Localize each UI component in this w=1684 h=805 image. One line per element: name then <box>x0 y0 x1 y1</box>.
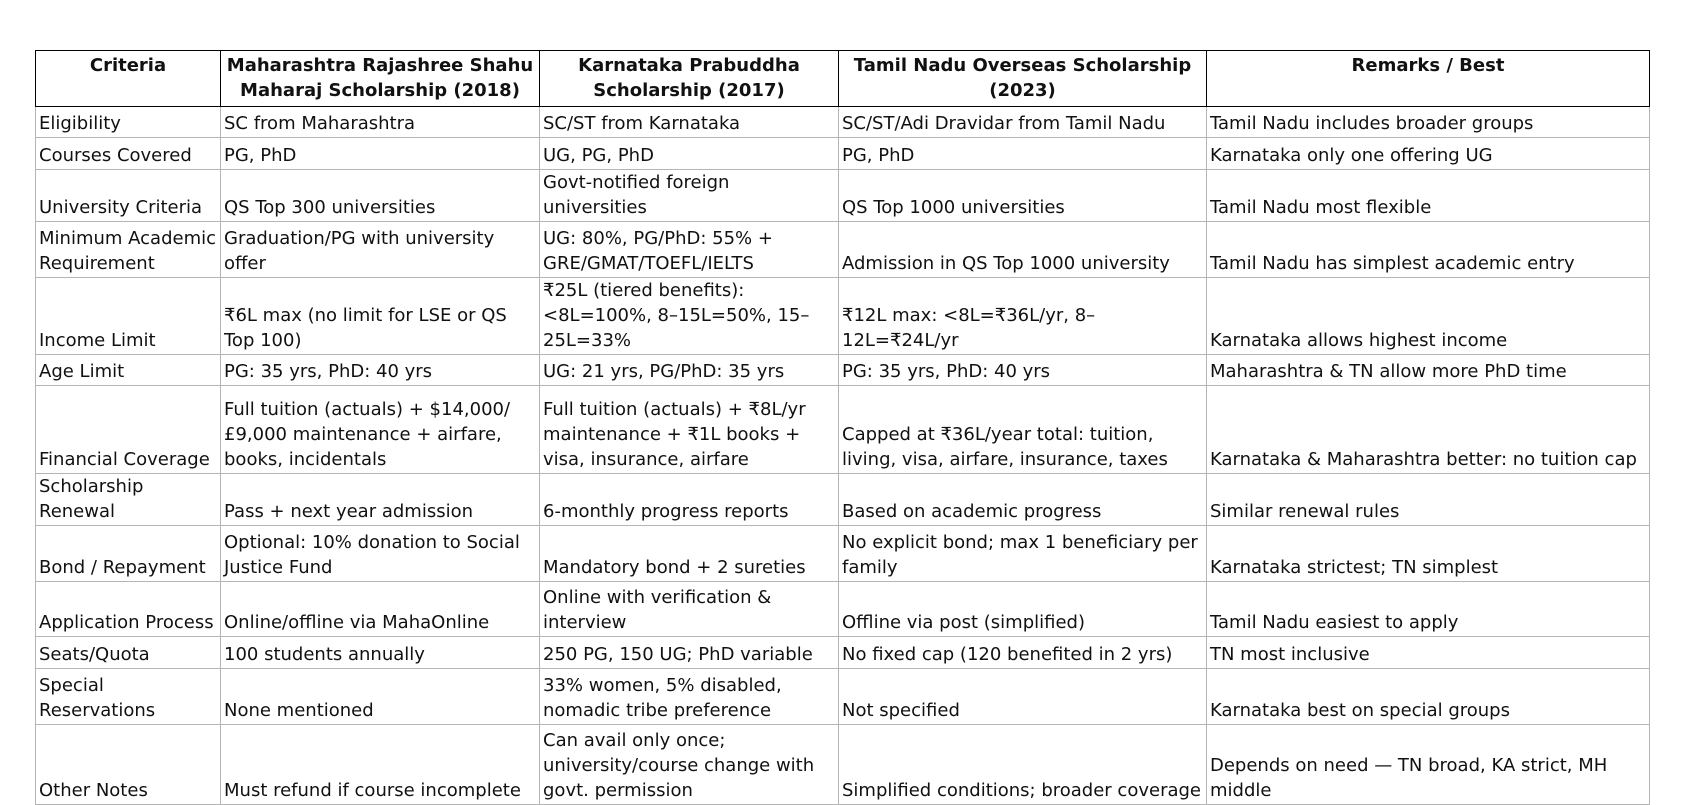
table-cell: ₹6L max (no limit for LSE or QS Top 100) <box>221 278 540 355</box>
table-cell: Pass + next year admission <box>221 474 540 526</box>
table-cell: Karnataka strictest; TN simplest <box>1207 526 1650 582</box>
table-cell: Bond / Repayment <box>36 526 221 582</box>
table-cell: Govt-notified foreign universities <box>540 170 839 222</box>
table-row <box>36 669 1650 725</box>
comparison-table <box>35 50 1650 805</box>
table-cell: Full tuition (actuals) + $14,000/ £9,000 maintenance + airfare, books, incidentals <box>221 386 540 474</box>
column-header: Maharashtra Rajashree Shahu Maharaj Scholarship (2018) <box>221 51 540 107</box>
table-cell: Karnataka & Maharashtra better: no tuition cap <box>1207 386 1650 474</box>
table-cell: Simplified conditions; broader coverage <box>839 725 1207 805</box>
table-cell: Online with verification & interview <box>540 582 839 637</box>
table-cell: 33% women, 5% disabled, nomadic tribe preference <box>540 669 839 725</box>
table-row <box>36 278 1650 355</box>
table-cell: Full tuition (actuals) + ₹8L/yr maintenance + ₹1L books + visa, insurance, airfare <box>540 386 839 474</box>
table-cell: Scholarship Renewal <box>36 474 221 526</box>
table-cell: SC/ST from Karnataka <box>540 107 839 138</box>
table-cell: Mandatory bond + 2 sureties <box>540 526 839 582</box>
header-row <box>36 51 1650 107</box>
table-cell: SC/ST/Adi Dravidar from Tamil Nadu <box>839 107 1207 138</box>
table-cell: No explicit bond; max 1 beneficiary per family <box>839 526 1207 582</box>
table-cell: Karnataka best on special groups <box>1207 669 1650 725</box>
table-cell: Seats/Quota <box>36 637 221 669</box>
table-cell: Optional: 10% donation to Social Justice Fund <box>221 526 540 582</box>
table-cell: University Criteria <box>36 170 221 222</box>
table-cell: Courses Covered <box>36 138 221 170</box>
table-cell: No fixed cap (120 benefited in 2 yrs) <box>839 637 1207 669</box>
table-row <box>36 222 1650 278</box>
table-cell: Tamil Nadu includes broader groups <box>1207 107 1650 138</box>
table-row <box>36 138 1650 170</box>
table-cell: TN most inclusive <box>1207 637 1650 669</box>
table-cell: PG: 35 yrs, PhD: 40 yrs <box>839 355 1207 386</box>
table-cell: Online/offline via MahaOnline <box>221 582 540 637</box>
column-header: Remarks / Best <box>1207 51 1650 107</box>
table-cell: Similar renewal rules <box>1207 474 1650 526</box>
table-cell: Maharashtra & TN allow more PhD time <box>1207 355 1650 386</box>
table-cell: Minimum Academic Requirement <box>36 222 221 278</box>
table-cell: PG, PhD <box>221 138 540 170</box>
table-cell: Other Notes <box>36 725 221 805</box>
table-cell: Age Limit <box>36 355 221 386</box>
table-cell: Admission in QS Top 1000 university <box>839 222 1207 278</box>
table-cell: UG: 21 yrs, PG/PhD: 35 yrs <box>540 355 839 386</box>
table-cell: Tamil Nadu most flexible <box>1207 170 1650 222</box>
table-cell: Can avail only once; university/course change with govt. permission <box>540 725 839 805</box>
table-row <box>36 386 1650 474</box>
table-cell: Financial Coverage <box>36 386 221 474</box>
table-cell: PG, PhD <box>839 138 1207 170</box>
table-cell: ₹25L (tiered benefits): <8L=100%, 8–15L=50%, 15–25L=33% <box>540 278 839 355</box>
table-cell: Must refund if course incomplete <box>221 725 540 805</box>
table-cell: Special Reservations <box>36 669 221 725</box>
table-row <box>36 725 1650 805</box>
table-row <box>36 170 1650 222</box>
table-cell: 6-monthly progress reports <box>540 474 839 526</box>
table-cell: UG, PG, PhD <box>540 138 839 170</box>
table-cell: Income Limit <box>36 278 221 355</box>
table-cell: Tamil Nadu has simplest academic entry <box>1207 222 1650 278</box>
table-row <box>36 526 1650 582</box>
table-cell: Based on academic progress <box>839 474 1207 526</box>
table-cell: Karnataka only one offering UG <box>1207 138 1650 170</box>
column-header: Criteria <box>36 51 221 107</box>
table-cell: Offline via post (simplified) <box>839 582 1207 637</box>
table-cell: 250 PG, 150 UG; PhD variable <box>540 637 839 669</box>
table-cell: Depends on need — TN broad, KA strict, MH middle <box>1207 725 1650 805</box>
table-cell: Capped at ₹36L/year total: tuition, living, visa, airfare, insurance, taxes <box>839 386 1207 474</box>
table-cell: PG: 35 yrs, PhD: 40 yrs <box>221 355 540 386</box>
table-cell: UG: 80%, PG/PhD: 55% + GRE/GMAT/TOEFL/IELTS <box>540 222 839 278</box>
table-row <box>36 107 1650 138</box>
table-row <box>36 582 1650 637</box>
column-header: Tamil Nadu Overseas Scholarship (2023) <box>839 51 1207 107</box>
table-cell: Application Process <box>36 582 221 637</box>
table-row <box>36 474 1650 526</box>
table-cell: 100 students annually <box>221 637 540 669</box>
column-header: Karnataka Prabuddha Scholarship (2017) <box>540 51 839 107</box>
table-cell: ₹12L max: <8L=₹36L/yr, 8–12L=₹24L/yr <box>839 278 1207 355</box>
table-cell: Graduation/PG with university offer <box>221 222 540 278</box>
table-cell: Not specified <box>839 669 1207 725</box>
table-cell: Karnataka allows highest income <box>1207 278 1650 355</box>
table-cell: QS Top 300 universities <box>221 170 540 222</box>
table-cell: None mentioned <box>221 669 540 725</box>
table-cell: Tamil Nadu easiest to apply <box>1207 582 1650 637</box>
table-row <box>36 637 1650 669</box>
table-cell: Eligibility <box>36 107 221 138</box>
table-cell: SC from Maharashtra <box>221 107 540 138</box>
table-row <box>36 355 1650 386</box>
table-cell: QS Top 1000 universities <box>839 170 1207 222</box>
